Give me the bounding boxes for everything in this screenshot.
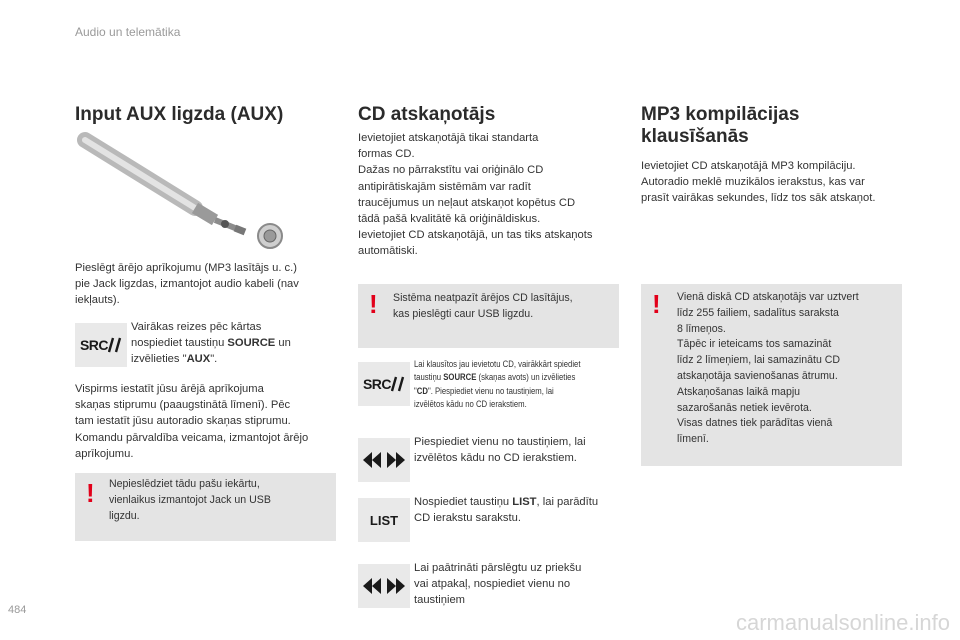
cd-select-track-text: Piespiediet vienu no taustiņiem, lai izvēlētos kādu no CD ierakstiem. [414,436,586,465]
cd-list-text: Nospiediet taustiņu LIST, lai parādītu CD ierakstu sarakstu. [414,496,599,525]
prev-next-icon [361,450,407,470]
src-button-icon [358,362,410,406]
slash-icon [391,376,405,392]
cd-fast-text: Lai paātrināti pārslēgtu uz priekšu vai atpakaļ, nospiediet vienu no taustiņiem [414,562,582,607]
warning-icon: ! [652,289,661,319]
watermark: carmanualsonline.info [735,610,950,635]
rewind-forward-icon [361,576,407,596]
page-number: 484 [8,604,27,616]
cd-source-instruction: Lai klausītos jau ievietotu CD, vairākkārt spiediet taustiņu SOURCE (skaņas avots) un izvēlieties "CD". Piespiediet vienu no taustiņiem, lai izvēlētos kādu no CD ierakstiem. [414,359,581,410]
aux-warning-text: Nepieslēdziet tādu pašu iekārtu, vienlaikus izmantojot Jack un USB ligzdu. [109,478,271,522]
jack-plug-image [75,130,295,250]
src-icon-label: SRC [362,376,392,392]
src-icon-label: SRC [79,337,109,353]
warning-icon: ! [369,289,378,319]
fast-forward-rewind-buttons-icon [358,564,410,608]
cd-title: CD atskaņotājs [358,104,496,125]
aux-title: Input AUX ligzda (AUX) [75,104,284,125]
mp3-intro: Ievietojiet CD atskaņotājā MP3 kompilāciju. Autoradio meklē muzikālos ierakstus, kas var prasīt vairākas sekundes, līdz tos sāk atskaņot. [641,160,876,205]
aux-step: Vairākas reizes pēc kārtas nospiediet taustiņu SOURCE un izvēlieties "AUX". [131,321,291,366]
cd-intro: Ievietojiet atskaņotājā tikai standarta formas CD. Dažas no pārrakstītu vai oriģinālo CD antipirātiskajām sistēmām var radīt traucējumus un neļaut atskaņot kopētus CD tādā pašā kvalitātē kā oriģināldiskus. Ievietojiet CD atskaņotājā, un tas tiks atskaņots automātiski. [358,132,593,258]
mp3-warning-text: Vienā diskā CD atskaņotājs var uztvert līdz 255 failiem, sadalītus saraksta 8 līmeņos. Tāpēc ir ieteicams tos samazināt līdz 2 līmeņiem, lai samazinātu CD atskaņotāja savienošanas ātrumu. Atskaņošanas laikā mapju sazarošanās netiek ievērota. Visas datnes tiek parādītas vienā līmenī. [677,291,859,446]
mp3-title: MP3 kompilācijas klausīšanās [641,104,800,147]
warning-icon: ! [86,478,95,508]
cd-warning-text: Sistēma neatpazīt ārējos CD lasītājus, kas pieslēgti caur USB ligzdu. [393,292,573,320]
src-button-icon [75,323,127,367]
list-button-icon [358,498,410,542]
slash-icon [108,337,122,353]
aux-paragraph: Vispirms iestatīt jūsu ārējā aprīkojuma skaņas stiprumu (paaugstinātā līmenī). Pēc tam iestatīt jūsu autoradio skaņas stiprumu. Komandu pārvaldība veicama, izmantojot ārējo aprīkojumu. [75,383,309,460]
aux-intro: Pieslēgt ārējo aprīkojumu (MP3 lasītājs u. c.) pie Jack ligzdas, izmantojot audio kabeli (nav iekļauts). [75,262,299,307]
prev-next-buttons-icon [358,438,410,482]
list-icon-label: LIST [369,512,399,528]
section-header: Audio un telemātika [75,25,181,39]
